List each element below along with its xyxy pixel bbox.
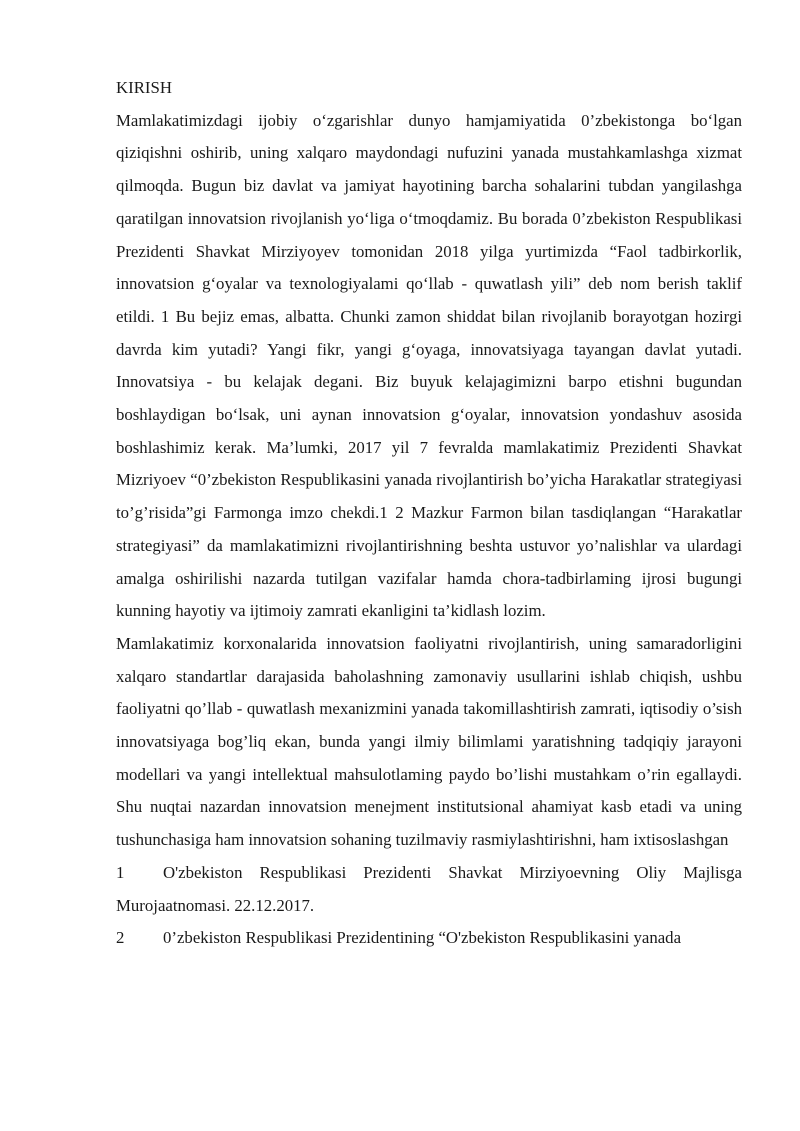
paragraph-intro: Mamlakatimizdagi ijobiy o‘zgarishlar dunyo hamjamiyatida 0’zbekistonga bo‘lgan qiziqishni oshirib, uning xalqaro maydondagi nufuzini yanada mustahkamlashga xizmat qilmoqda. Bugun biz davlat va jamiyat hayotining barcha sohalarini tubdan yangilashga qaratilgan innovatsion rivojlanish yo‘liga o‘tmoqdamiz. Bu borada 0’zbekiston Respublikasi Prezidenti Shavkat Mirziyoyev tomonidan 2018 yilga yurtimizda “Faol tadbirkorlik, innovatsion g‘oyalar va texnologiyalami qo‘llab - quwatlash yili” deb nom berish taklif etildi. 1 Bu bejiz emas, albatta. Chunki zamon shiddat bilan rivojlanib borayotgan hozirgi davrda kim yutadi? Yangi fikr, yangi g‘oyaga, innovatsiyaga tayangan davlat yutadi. Innovatsiya - bu kelajak degani. Biz buyuk kelajagimizni barpo etishni bugundan boshlaydigan bo‘lsak, uni aynan innovatsion g‘oyalar, innovatsion yondashuv asosida boshlashimiz kerak. Ma’lumki, 2017 yil 7 fevralda mamlakatimiz Prezidenti Shavkat Mizriyoev “0’zbekiston Respublikasini yanada rivojlantirish bo’yicha Harakatlar strategiyasi to’g’risida”gi Farmonga imzo chekdi.1 2 Mazkur Farmon bilan tasdiqlangan “Harakatlar strategiyasi” da mamlakatimizni rivojlantirishning beshta ustuvor yo’nalishlar va ulardagi amalga oshirilishi nazarda tutilgan vazifalar hamda chora-tadbirlaming ijrosi bugungi kunning hayotiy va ijtimoiy zamrati ekanligini ta’kidlash lozim. [116, 110, 742, 621]
document-body [116, 72, 742, 955]
footnote-number: 2 [116, 928, 125, 948]
footnote-number: 1 [116, 862, 125, 882]
footnote-text: O'zbekiston Respublikasi Prezidenti Shavkat Mirziyoevning Oliy Majlisga Murojaatnomasi. 22.12.2017. [116, 862, 742, 915]
footnote-2 [116, 922, 742, 955]
paragraph-innovation: Mamlakatimiz korxonalarida innovatsion faoliyatni rivojlantirish, uning samaradorligini xalqaro standartlar darajasida baholashning zamonaviy usullarini ishlab chiqish, ushbu faoliyatni qo’llab - quwatlash mexanizmini yanada takomillashtirish zamrati, iqtisodiy o’sish innovatsiyaga bog’liq ekan, bunda yangi ilmiy bilimlami yaratishning tadqiqiy jarayoni modellari va yangi intellektual mahsulotlaming paydo bo’lishi mustahkam o’rin egallaydi. Shu nuqtai nazardan innovatsion menejment institutsional ahamiyat kasb etadi va uning tushunchasiga ham innovatsion sohaning tuzilmaviy rasmiylashtirishni, ham ixtisoslashgan [116, 633, 742, 850]
footnote-text: 0’zbekiston Respublikasi Prezidentining “O'zbekiston Respublikasini yanada [163, 928, 682, 948]
section-heading: KIRISH [116, 78, 172, 97]
footnote-1 [116, 857, 742, 922]
